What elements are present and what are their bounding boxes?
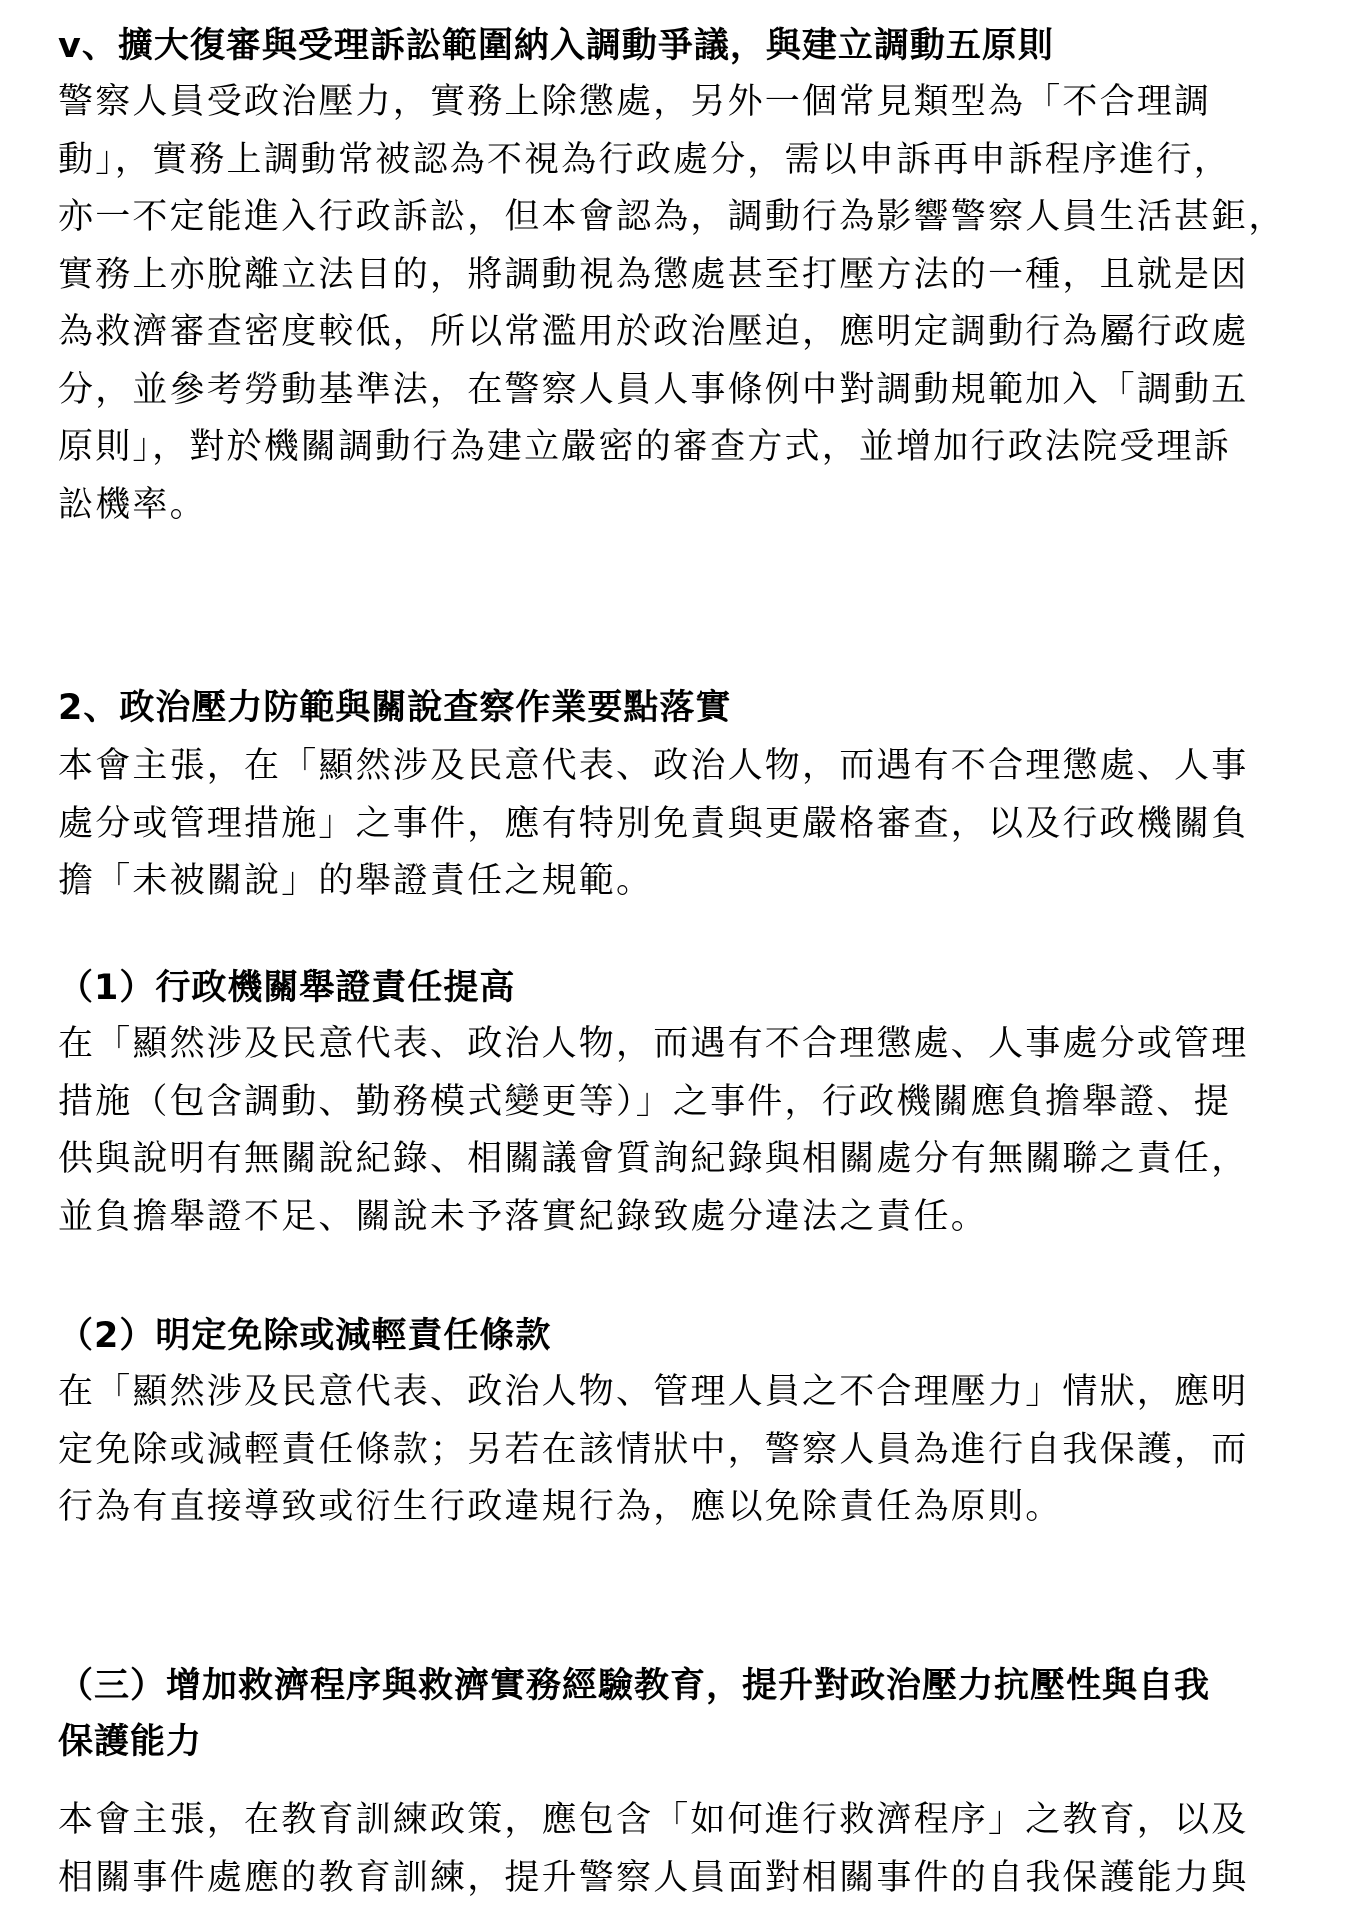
- text-line: 行為有直接導致或衍生行政違規行為，應以免除責任為原則。: [58, 1487, 1063, 1527]
- subsection-heading-exemption: （2）明定免除或減輕責任條款: [58, 1316, 552, 1356]
- section-heading-remedy-education: （三）增加救濟程序與救濟實務經驗教育，提升對政治壓力抗壓性與自我 保護能力: [58, 1666, 1211, 1762]
- text-line: 為救濟審查密度較低，所以常濫用於政治壓迫，應明定調動行為屬行政處: [58, 312, 1249, 352]
- section-heading-political-pressure: 2、政治壓力防範與關說查察作業要點落實: [58, 688, 732, 728]
- paragraph-exemption: [58, 1364, 1248, 1537]
- text-line: 警察人員受政治壓力，實務上除懲處，另外一個常見類型為「不合理調: [58, 82, 1212, 122]
- subsection-heading-burden-of-proof: （1）行政機關舉證責任提高: [58, 968, 516, 1008]
- paragraph-transfer: [58, 74, 1286, 534]
- paragraph-remedy-education: [58, 1792, 1248, 1907]
- text-line: 定免除或減輕責任條款；另若在該情狀中，警察人員為進行自我保護，而: [58, 1429, 1249, 1470]
- text-line: 實務上亦脫離立法目的，將調動視為懲處甚至打壓方法的一種，且就是因: [58, 254, 1249, 295]
- text-line: 在「顯然涉及民意代表、政治人物，而遇有不合理懲處、人事處分或管理: [58, 1024, 1249, 1064]
- text-line: 本會主張，在「顯然涉及民意代表、政治人物，而遇有不合理懲處、人事: [58, 746, 1249, 786]
- text-line: 分，並參考勞動基準法，在警察人員人事條例中對調動規範加入「調動五: [58, 369, 1249, 410]
- section-heading-transfer: v、擴大復審與受理訴訟範圍納入調動爭議，與建立調動五原則: [58, 26, 1054, 66]
- text-line: 在「顯然涉及民意代表、政治人物、管理人員之不合理壓力」情狀，應明: [58, 1372, 1249, 1412]
- text-line: 本會主張，在教育訓練政策，應包含「如何進行救濟程序」之教育，以及: [58, 1800, 1249, 1840]
- text-line: 處分或管理措施」之事件，應有特別免責與更嚴格審查，以及行政機關負: [58, 803, 1249, 844]
- text-line: 擔「未被關說」的舉證責任之規範。: [58, 861, 654, 901]
- text-line: 並負擔舉證不足、關說未予落實紀錄致處分違法之責任。: [58, 1196, 989, 1237]
- text-line: 原則」，對於機關調動行為建立嚴密的審查方式，並增加行政法院受理訴: [58, 427, 1231, 467]
- paragraph-burden-of-proof: [58, 1016, 1248, 1246]
- text-line: 措施（包含調動、勤務模式變更等）」之事件，行政機關應負擔舉證、提: [58, 1081, 1231, 1122]
- text-line: 亦一不定能進入行政訴訟，但本會認為，調動行為影響警察人員生活甚鉅，: [58, 197, 1286, 237]
- text-line: 供與說明有無關說紀錄、相關議會質詢紀錄與相關處分有無關聯之責任，: [58, 1139, 1249, 1179]
- text-line: 動」，實務上調動常被認為不視為行政處分，需以申訴再申訴程序進行，: [58, 139, 1231, 180]
- paragraph-political-pressure: [58, 738, 1248, 911]
- text-line: 訟機率。: [58, 484, 207, 525]
- text-line: 相關事件處應的教育訓練，提升警察人員面對相關事件的自我保護能力與: [58, 1857, 1249, 1898]
